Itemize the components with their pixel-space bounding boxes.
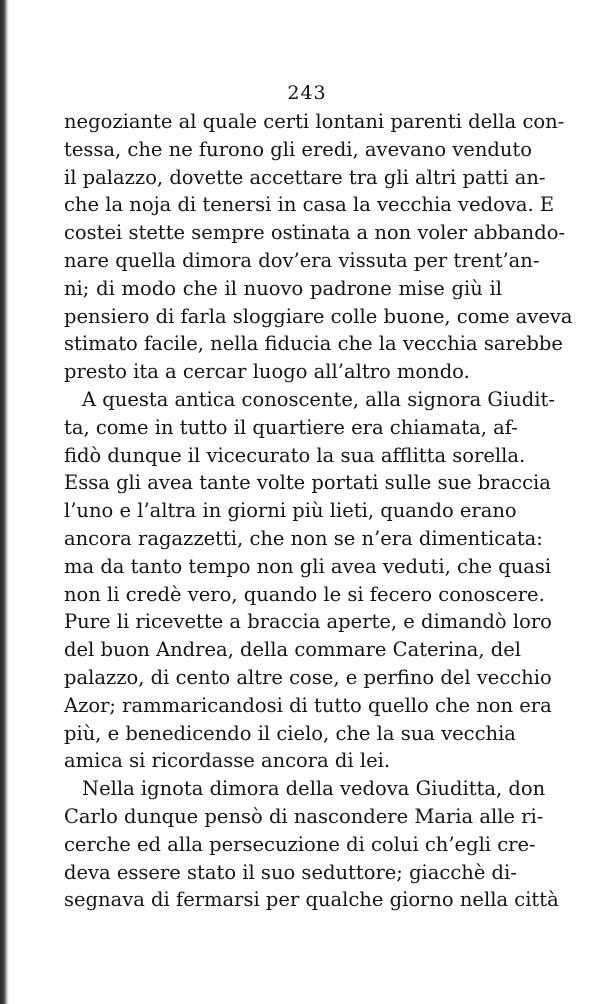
paragraph-start-line: Nella ignota dimora della vedova Giuditta, don	[82, 777, 546, 801]
text-line: stimato facile, nella fiducia che la vecchia sarebbe	[64, 332, 563, 356]
page-binding-edge	[0, 0, 9, 1004]
text-line: del buon Andrea, della commare Caterina, del	[64, 638, 521, 662]
text-line: più, e benedicendo il cielo, che la sua vecchia	[64, 721, 516, 745]
text-line: cerche ed alla persecuzione di colui ch’egli cre-	[64, 832, 536, 856]
paragraph-start-line: A questa antica conoscente, alla signora Giudit-	[82, 387, 555, 411]
text-line: Azor; rammaricandosi di tutto quello che non era	[64, 693, 552, 717]
text-line: l’uno e l’altra in giorni più lieti, quando erano	[64, 499, 517, 523]
text-line: che la noja di tenersi in casa la vecchia vedova. E	[64, 193, 555, 217]
text-line: costei stette sempre ostinata a non voler abbando-	[64, 221, 566, 245]
text-line: Pure li ricevette a braccia aperte, e dimandò loro	[64, 610, 552, 634]
text-line: pensiero di farla sloggiare colle buone, come aveva	[64, 304, 573, 328]
paragraph-end-line: amica si ricordasse ancora di lei.	[64, 749, 391, 773]
text-line: nare quella dimora dov’era vissuta per trent’an-	[64, 248, 540, 272]
text-line: palazzo, di cento altre cose, e perfino del vecchio	[64, 665, 552, 689]
paragraph-end-line: presto ita a cercar luogo all’altro mondo.	[64, 360, 470, 384]
text-line: fidò dunque il vicecurato la sua afflitta sorella.	[64, 443, 526, 467]
text-line: ancora ragazzetti, che non se n’era dimenticata:	[64, 526, 543, 550]
text-line: ta, come in tutto il quartiere era chiamata, af-	[64, 415, 518, 439]
text-line: ni; di modo che il nuovo padrone mise giù il	[64, 276, 502, 300]
text-line: Essa gli avea tante volte portati sulle sue braccia	[64, 471, 551, 495]
page-number: 243	[287, 82, 327, 104]
text-line: non li credè vero, quando le si fecero conoscere.	[64, 582, 545, 606]
text-line: Carlo dunque pensò di nascondere Maria alle ri-	[64, 804, 544, 828]
text-line: tessa, che ne furono gli eredi, avevano venduto	[64, 137, 532, 161]
text-line: segnava di fermarsi per qualche giorno nella città	[64, 888, 559, 912]
body-text	[64, 108, 573, 914]
text-line: deva essere stato il suo seduttore; giacchè di-	[64, 860, 517, 884]
text-line: il palazzo, dovette accettare tra gli altri patti an-	[64, 165, 546, 189]
text-line: negoziante al quale certi lontani parenti della con-	[64, 110, 565, 133]
text-line: ma da tanto tempo non gli avea veduti, che quasi	[64, 554, 552, 578]
